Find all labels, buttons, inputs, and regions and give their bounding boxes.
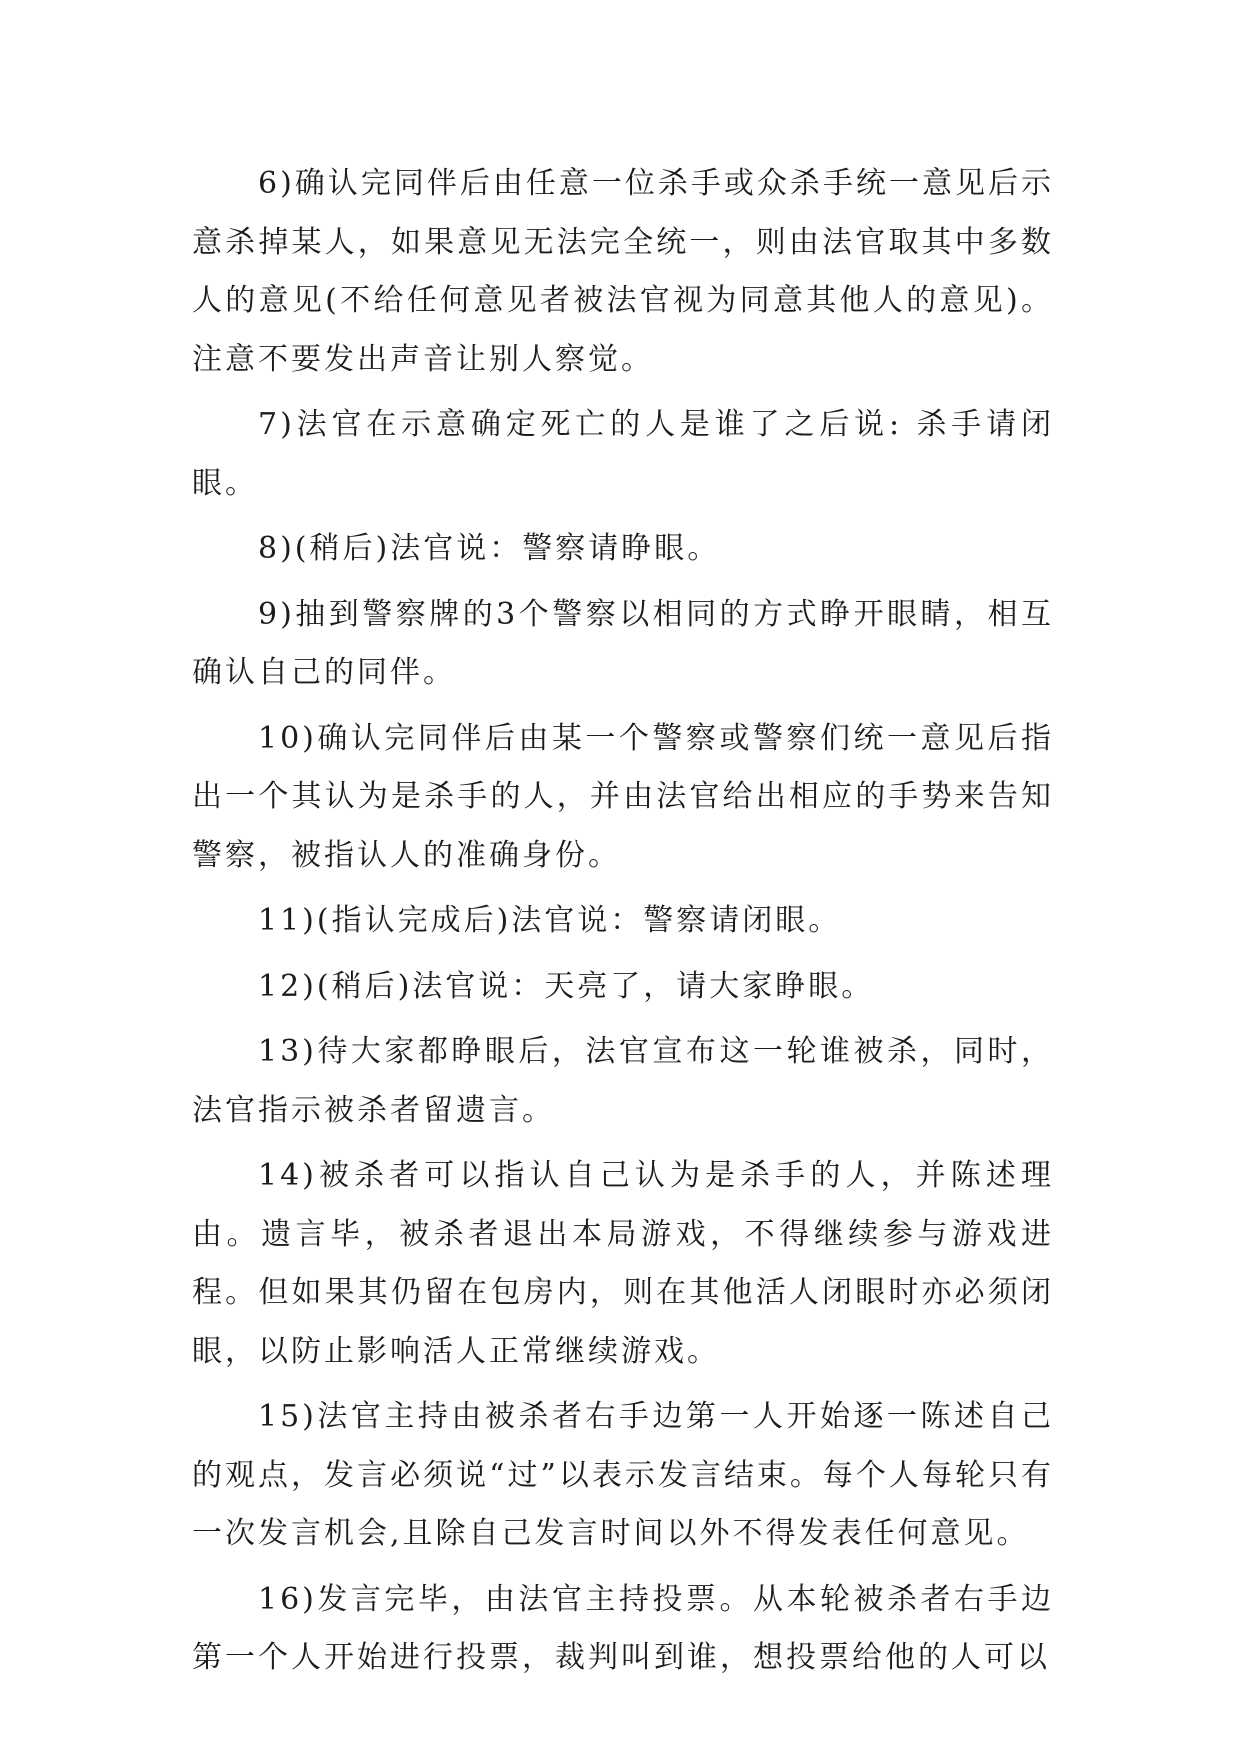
paragraph-8: 8)(稍后)法官说：警察请睁眼。 bbox=[258, 531, 721, 566]
document-body bbox=[192, 155, 1054, 1695]
paragraph-12: 12)(稍后)法官说：天亮了，请大家睁眼。 bbox=[258, 968, 875, 1004]
paragraph-9: 9)抽到警察牌的3个警察以相同的方式睁开眼睛，相互确认自己的同伴。 bbox=[192, 596, 1054, 690]
paragraph-10: 10)确认完同伴后由某一个警察或警察们统一意见后指出一个其认为是杀手的人，并由法官给出相应的手势来告知警察，被指认人的准确身份。 bbox=[192, 720, 1054, 873]
paragraph-7: 7)法官在示意确定死亡的人是谁了之后说: 杀手请闭眼。 bbox=[192, 407, 1054, 501]
paragraph-11: 11)(指认完成后)法官说：警察请闭眼。 bbox=[258, 903, 842, 938]
paragraph-15: 15)法官主持由被杀者右手边第一人开始逐一陈述自己的观点，发言必须说“过”以表示发言结束。每个人每轮只有一次发言机会,且除自己发言时间以外不得发表任何意见。 bbox=[192, 1399, 1054, 1551]
paragraph-16: 16)发言完毕，由法官主持投票。从本轮被杀者右手边第一个人开始进行投票，裁判叫到谁，想投票给他的人可以 bbox=[192, 1581, 1054, 1675]
paragraph-14: 14)被杀者可以指认自己认为是杀手的人，并陈述理由。遗言毕，被杀者退出本局游戏，不得继续参与游戏进程。但如果其仍留在包房内，则在其他活人闭眼时亦必须闭眼，以防止影响活人正常继续游戏。 bbox=[192, 1158, 1054, 1369]
paragraph-6: 6)确认完同伴后由任意一位杀手或众杀手统一意见后示意杀掉某人，如果意见无法完全统一，则由法官取其中多数人的意见(不给任何意见者被法官视为同意其他人的意见)。注意不要发出声音让别人察觉。 bbox=[192, 166, 1054, 377]
paragraph-13: 13)待大家都睁眼后，法官宣布这一轮谁被杀，同时，法官指示被杀者留遗言。 bbox=[192, 1034, 1054, 1128]
